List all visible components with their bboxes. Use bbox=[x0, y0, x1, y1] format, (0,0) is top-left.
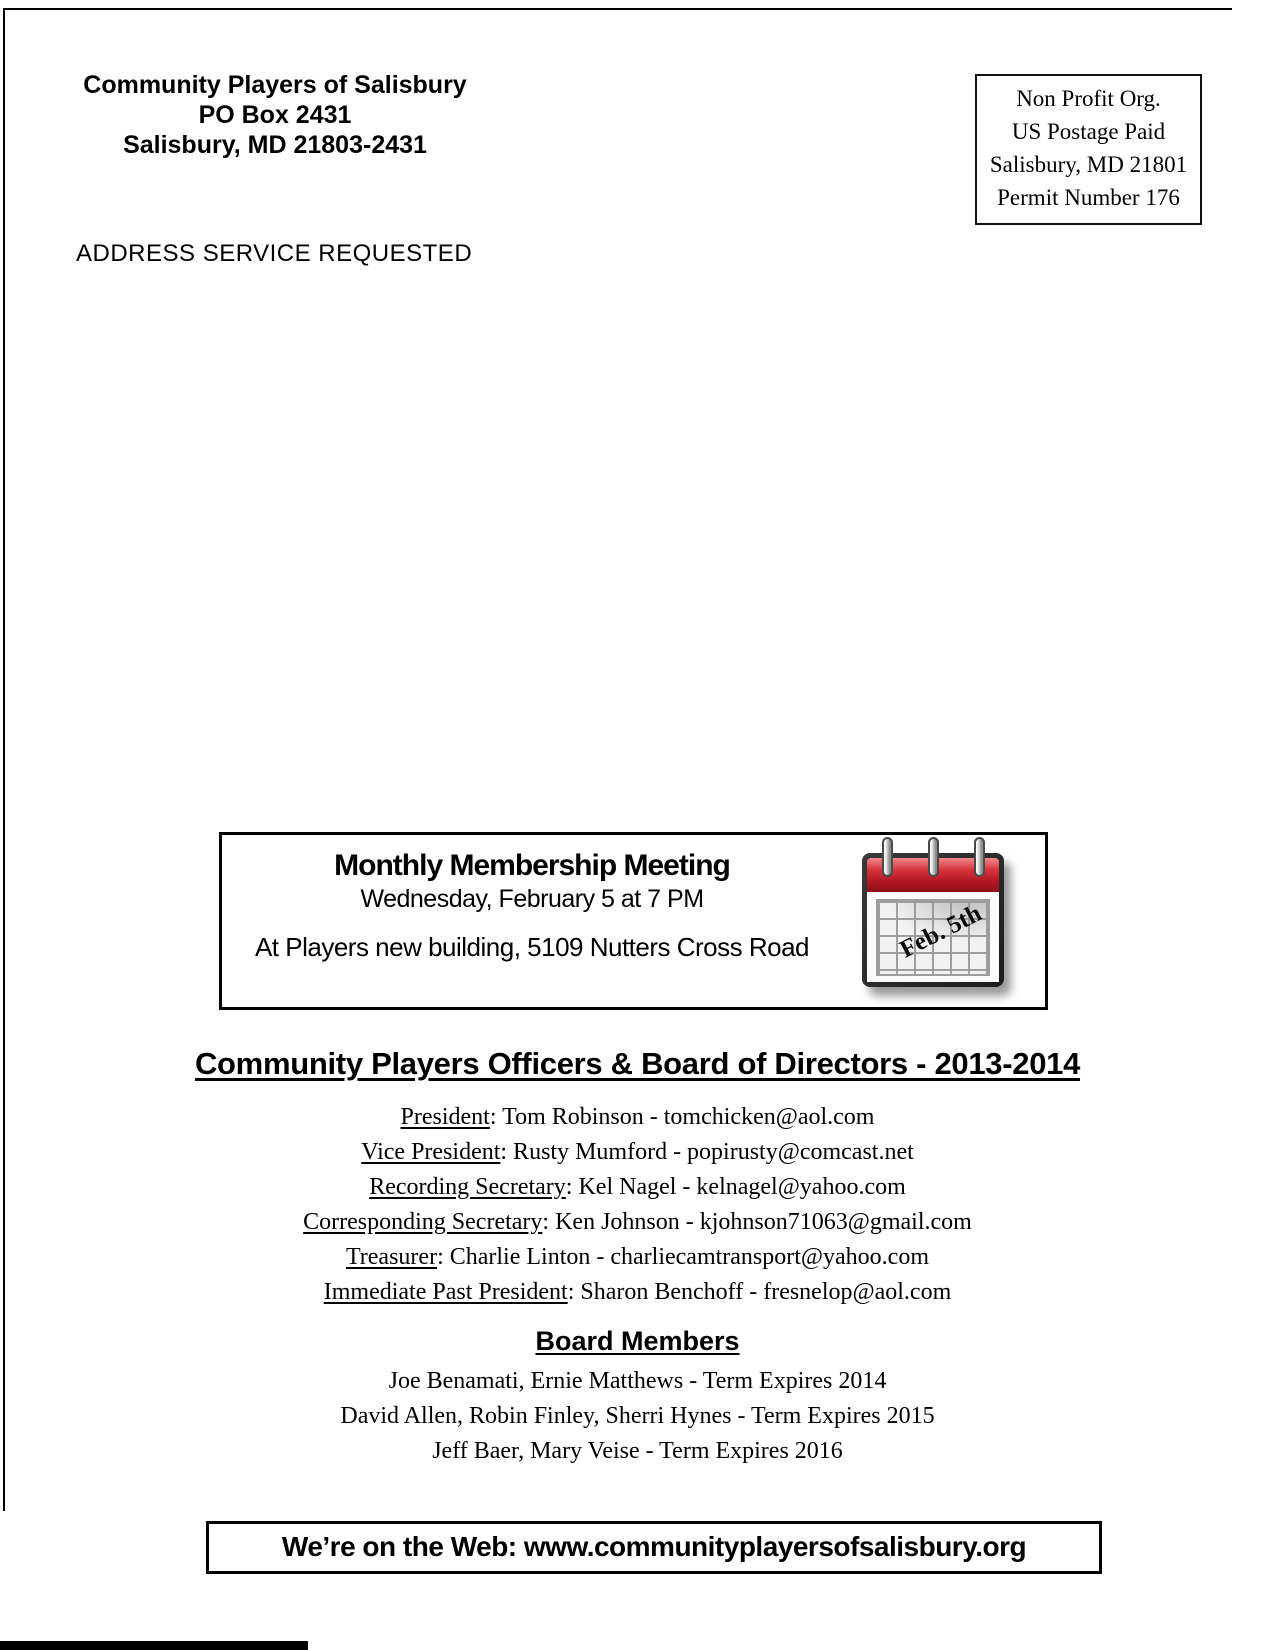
sender-po-box: PO Box 2431 bbox=[198, 101, 352, 129]
calendar-icon bbox=[862, 837, 1010, 995]
postage-permit-box bbox=[975, 74, 1202, 225]
officer-role: President bbox=[400, 1104, 490, 1130]
officer-details: : Kel Nagel - kelnagel@yahoo.com bbox=[565, 1174, 906, 1200]
calendar-ring bbox=[928, 837, 939, 877]
board-heading: Board Members bbox=[535, 1326, 740, 1356]
meeting-title: Monthly Membership Meeting bbox=[334, 849, 730, 882]
sender-org: Community Players of Salisbury bbox=[83, 71, 467, 99]
page-edge-corner bbox=[0, 1641, 308, 1650]
calendar-date-label: Feb. 5th bbox=[895, 899, 986, 964]
postage-line: Permit Number 176 bbox=[997, 185, 1180, 210]
officer-details: : Sharon Benchoff - fresnelop@aol.com bbox=[567, 1279, 952, 1305]
board-line: Joe Benamati, Ernie Matthews - Term Expires 2014 bbox=[388, 1368, 887, 1394]
address-service-requested: ADDRESS SERVICE REQUESTED bbox=[76, 240, 473, 267]
meeting-text bbox=[232, 843, 832, 963]
board-line: Jeff Baer, Mary Veise - Term Expires 2016 bbox=[432, 1438, 843, 1464]
sender-address bbox=[75, 70, 475, 160]
officer-line bbox=[0, 1205, 1275, 1240]
officer-role: Vice President bbox=[361, 1139, 501, 1165]
officers-list bbox=[0, 1100, 1275, 1310]
calendar-ring bbox=[974, 837, 985, 877]
sender-city: Salisbury, MD 21803-2431 bbox=[123, 131, 427, 159]
officer-line bbox=[0, 1240, 1275, 1275]
postage-line: Salisbury, MD 21801 bbox=[989, 152, 1188, 177]
officer-details: : Tom Robinson - tomchicken@aol.com bbox=[489, 1104, 875, 1130]
officer-details: : Rusty Mumford - popirusty@comcast.net bbox=[500, 1139, 914, 1165]
web-banner-box bbox=[206, 1521, 1102, 1574]
officer-details: : Ken Johnson - kjohnson71063@gmail.com bbox=[542, 1209, 972, 1235]
calendar-ring bbox=[882, 837, 893, 877]
officer-line bbox=[0, 1100, 1275, 1135]
officer-role: Recording Secretary bbox=[369, 1174, 566, 1200]
board-list bbox=[0, 1364, 1275, 1469]
officer-role: Corresponding Secretary bbox=[303, 1209, 543, 1235]
officers-heading: Community Players Officers & Board of Directors - 2013-2014 bbox=[194, 1046, 1081, 1081]
officer-line bbox=[0, 1170, 1275, 1205]
postage-line: Non Profit Org. bbox=[1016, 86, 1161, 111]
meeting-box bbox=[219, 832, 1048, 1010]
postage-line: US Postage Paid bbox=[1011, 119, 1166, 144]
board-line: David Allen, Robin Finley, Sherri Hynes - Term Expires 2015 bbox=[340, 1403, 935, 1429]
calendar-body bbox=[867, 892, 999, 982]
officer-role: Treasurer bbox=[345, 1244, 438, 1270]
page-edge-top bbox=[3, 8, 1232, 10]
meeting-datetime: Wednesday, February 5 at 7 PM bbox=[360, 885, 704, 913]
web-banner-text: We’re on the Web: www.communityplayersofsalisbury.org bbox=[281, 1531, 1027, 1562]
officer-role: Immediate Past President bbox=[323, 1279, 568, 1305]
meeting-location: At Players new building, 5109 Nutters Cross Road bbox=[254, 932, 810, 962]
officer-line bbox=[0, 1275, 1275, 1310]
officer-details: : Charlie Linton - charliecamtransport@yahoo.com bbox=[437, 1244, 930, 1270]
officer-line bbox=[0, 1135, 1275, 1170]
